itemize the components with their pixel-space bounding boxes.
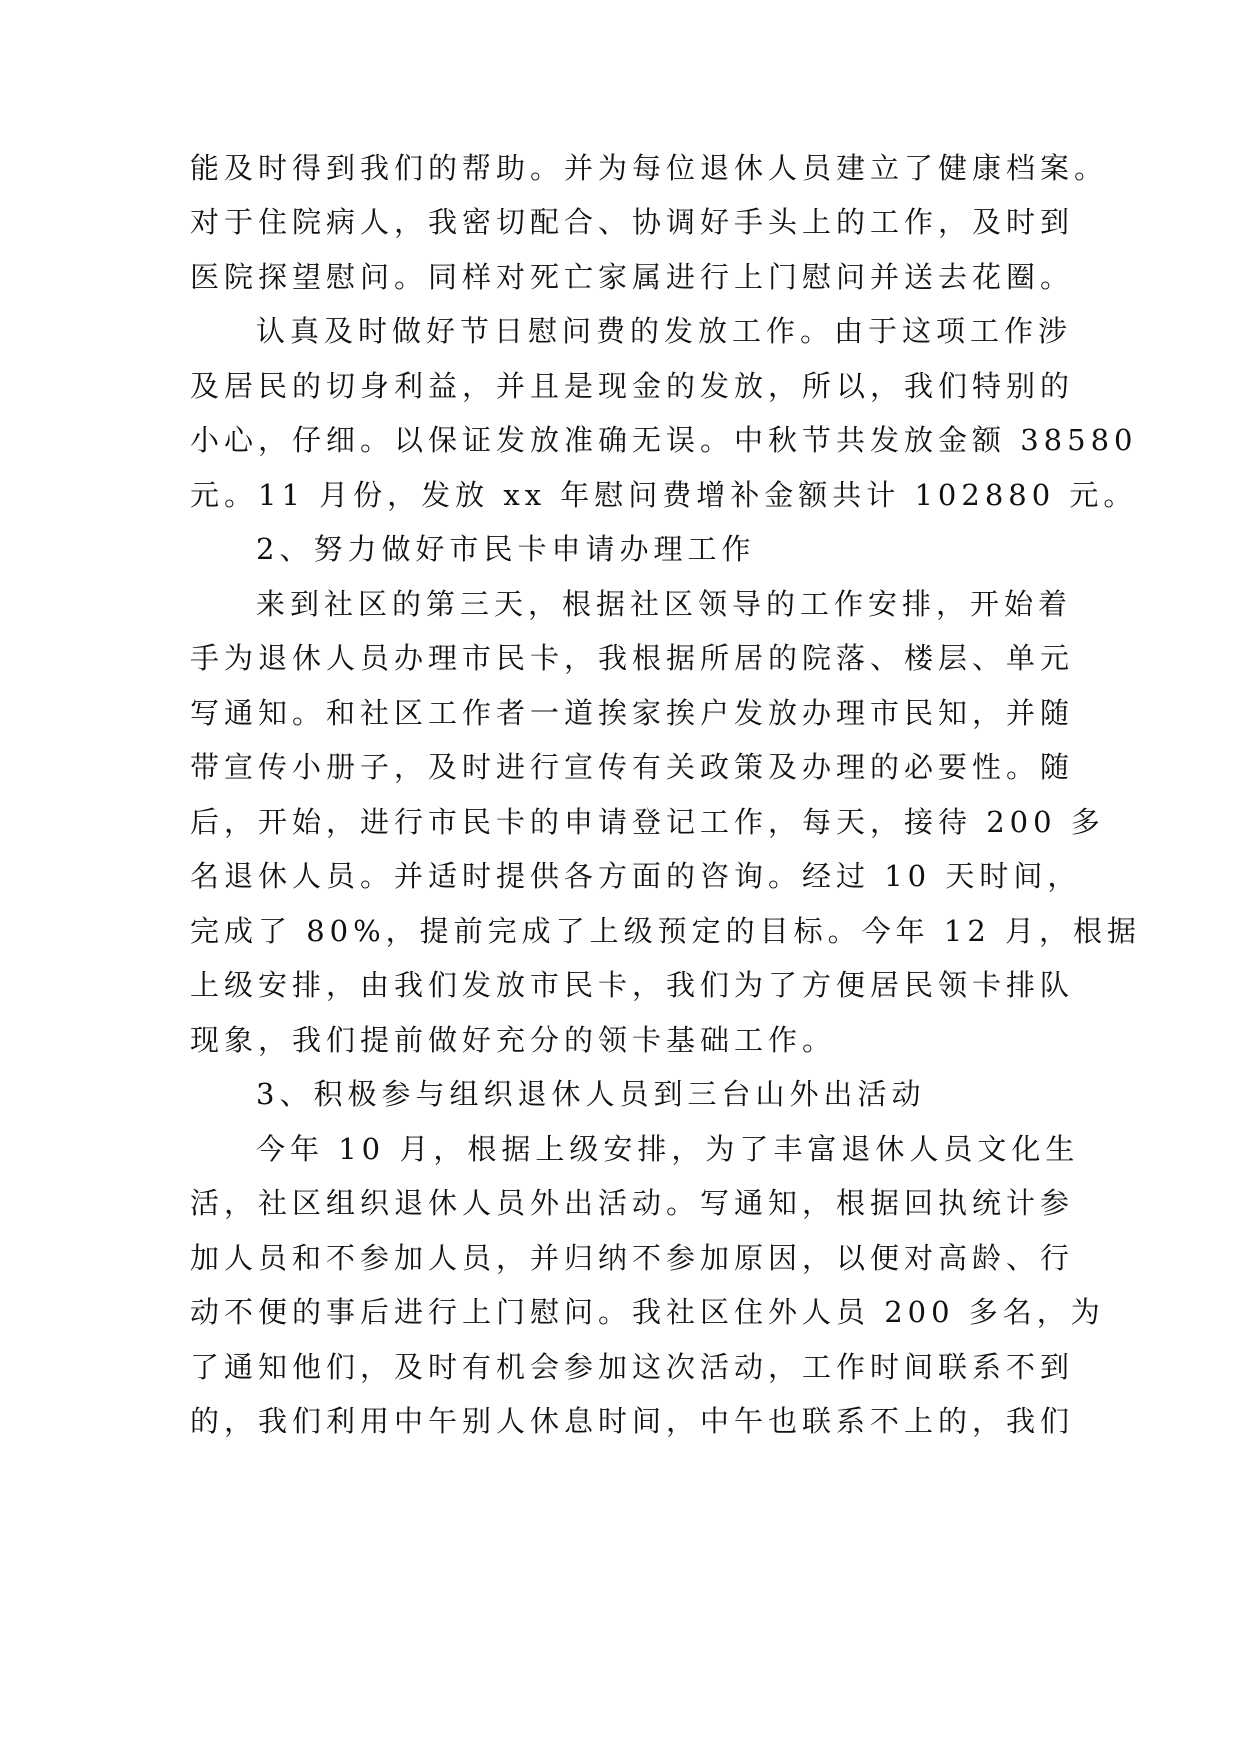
text-line: 写通知。和社区工作者一道挨家挨户发放办理市民知，并随 [190, 696, 1075, 730]
text-line: 上级安排，由我们发放市民卡，我们为了方便居民领卡排队 [190, 968, 1075, 1002]
text-line: 现象，我们提前做好充分的领卡基础工作。 [190, 1023, 837, 1057]
text-line: 小心，仔细。以保证发放准确无误。中秋节共发放金额 38580 [190, 423, 1138, 457]
text-line: 带宣传小册子，及时进行宣传有关政策及办理的必要性。随 [190, 750, 1075, 784]
text-line: 能及时得到我们的帮助。并为每位退休人员建立了健康档案。 [190, 151, 1109, 185]
text-line: 对于住院病人，我密切配合、协调好手头上的工作，及时到 [190, 205, 1075, 239]
text-line: 后，开始，进行市民卡的申请登记工作，每天，接待 200 多 [190, 805, 1105, 839]
section-heading: 3、积极参与组织退休人员到三台山外出活动 [256, 1077, 926, 1111]
text-line: 医院探望慰问。同样对死亡家属进行上门慰问并送去花圈。 [190, 260, 1075, 294]
text-line: 手为退休人员办理市民卡，我根据所居的院落、楼层、单元 [190, 641, 1075, 675]
paragraph-first-line: 今年 10 月，根据上级安排，为了丰富退休人员文化生 [256, 1132, 1080, 1166]
paragraph-first-line: 来到社区的第三天，根据社区领导的工作安排，开始着 [256, 587, 1073, 621]
text-line: 名退休人员。并适时提供各方面的咨询。经过 10 天时间， [190, 859, 1082, 893]
text-line: 的，我们利用中午别人休息时间，中午也联系不上的，我们 [190, 1404, 1075, 1438]
text-line: 完成了 80%，提前完成了上级预定的目标。今年 12 月，根据 [190, 914, 1142, 948]
text-line: 加人员和不参加人员，并归纳不参加原因，以便对高龄、行 [190, 1241, 1075, 1275]
text-line: 活，社区组织退休人员外出活动。写通知，根据回执统计参 [190, 1186, 1075, 1220]
text-line: 及居民的切身利益，并且是现金的发放，所以，我们特别的 [190, 369, 1075, 403]
text-line: 动不便的事后进行上门慰问。我社区住外人员 200 多名，为 [190, 1295, 1105, 1329]
section-heading: 2、努力做好市民卡申请办理工作 [256, 532, 756, 566]
text-line: 元。11 月份，发放 xx 年慰问费增补金额共计 102880 元。 [190, 478, 1138, 512]
text-line: 了通知他们，及时有机会参加这次活动，工作时间联系不到 [190, 1350, 1075, 1384]
paragraph-first-line: 认真及时做好节日慰问费的发放工作。由于这项工作涉 [256, 314, 1073, 348]
